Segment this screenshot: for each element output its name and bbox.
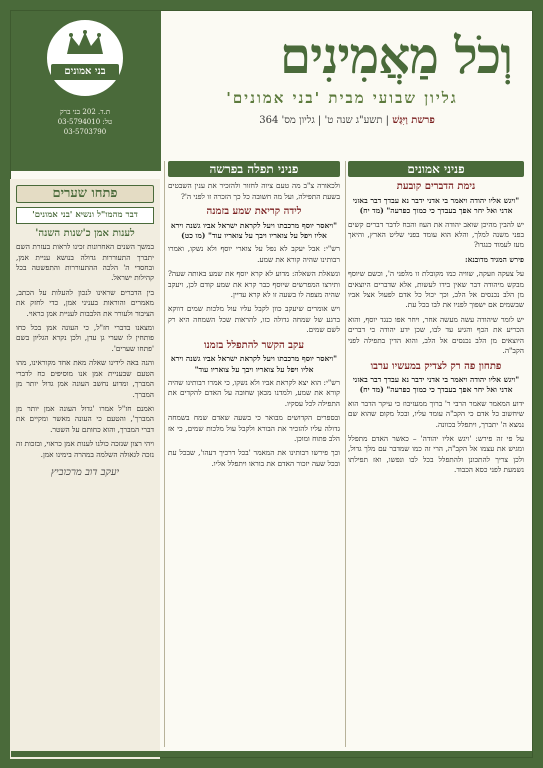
paragraph: רש"י: אבל יעקב לא נפל על צוארי יוסף ולא נשקו, ואמרו רבותינו שהיה קורא את שמע. <box>168 244 340 264</box>
article-title: עקב הקשר להתפלל בזמנו <box>203 339 305 351</box>
crown-icon <box>65 30 105 56</box>
issue-info: פרשת וַיִּגַּשׁ | תשע"ג שנה ט' | גליון מס' 364 <box>259 115 435 126</box>
paragraph: במשך השנים האחרונות זכינו לראות בעזרת השם יתברך התעוררות גדולה בנושא עניית אמן, ובחסדי ה' הלכה ההתעוררות והתפשטה בכל קהילות ישראל. <box>16 242 154 283</box>
paragraph: ואמנם חז"ל אמרו 'גדול העונה אמן יותר מן המברך', והטעם כי העונה מאשר ומקיים את דברי המברך, והוא כחותם על השטר. <box>16 403 154 434</box>
paragraph: והנה באה לידינו שאלה מאת אחד מקוראינו, מהו הטעם שבעניית אמן אנו מוסיפים כח לדברי המברך, ומדוע נחשב העונה אמן גדול יותר מן המברך. <box>16 358 154 399</box>
column-divider <box>345 161 346 747</box>
logo-name: בני אמונים <box>51 64 119 80</box>
byline: דבר מהמו"ל ונשיא 'בני אמונים' <box>16 207 154 223</box>
paragraph: על צעקה וזעקה, שוויה כמו מקובלת זו מלפני ה', וכשם שיוסף מבקש מיהודה דבר שאין בידו לעשות, אלא שדברים היוצאים מן הלב נכנסים אל הלב, וכך יכול כל אדם לפעול אצל אביו שבשמים אם ישפוך לפניו את לבו בכל עת. <box>348 269 524 310</box>
masthead-title: וְכֹל מַאֲמִינִים <box>279 26 512 85</box>
article-title: לענות אמן כ'שנות השנה' <box>35 227 135 239</box>
organization-logo <box>44 17 126 99</box>
article-title: לידה קריאת שמע בזמנה <box>206 206 302 218</box>
author-signature: יעקב דוב מרכוביץ <box>50 466 120 478</box>
contact-line: 03-5703790 <box>63 128 107 136</box>
verse-quote: "ויאסר יוסף מרכבתו ויעל לקראת ישראל אביו גשנה וירא אליו ויפל על צואריו ויבך על צואריו עוד" (מו כט) <box>170 220 338 241</box>
issue-number: תשע"ג שנה ט' | גליון מס' 364 <box>259 115 383 126</box>
paragraph: ויש אומרים שיעקב כוון לקבל עליו עול מלכות שמים דווקא ברגע של שמחה גדולה כזו, להראות שכל השמחה היא רק לשם שמים. <box>168 304 340 335</box>
paragraph: יש להבין מהיכן שואב יהודה את העוז והכח לדבר דברים קשים בפני משנה למלך, והלא הוא עומד בפני שליט הארץ, והיאך מעז לעמוד כנגדו? <box>348 219 524 250</box>
verse-quote: "ויגש אליו יהודה ויאמר בי אדני ידבר נא עבדך דבר באזני אדני ואל יחר אפך בעבדך כי כמוך כפרעה" (מד יח) <box>352 374 520 395</box>
article-title: פתחון פה רק לצדיק במעשיו ערבו <box>370 360 502 372</box>
article-title: נימת הדברים קובעת <box>396 181 476 193</box>
parsha-name: פרשת וַיִּגַּשׁ <box>392 115 435 126</box>
masthead-tagline: גליון שבועי מבית 'בני אמונים' <box>226 89 458 107</box>
paragraph: ונשאלת השאלה: מדוע לא קרא יוסף את שמע באותה שעה? ותירצו המפרשים שיוסף כבר קרא את שמע קודם לכן, ויעקב שהיה מצפה לו בשעה זו לא קרא עדיין. <box>168 269 340 300</box>
right-column-header: פניני אמונים <box>348 161 524 177</box>
bottom-bar <box>11 751 532 757</box>
right-column <box>348 161 524 751</box>
contact-line: טל: 03-5794010 <box>57 118 113 126</box>
paragraph: רש"י: הוא יצא לקראת אביו ולא נשקו, כי אמרו רבותינו שהיה קורא את שמע, ולמדנו מכאן שחובה על האדם להקדים את התפילה לכל עסקיו. <box>168 377 340 408</box>
left-column-header: פתחו שערים <box>16 185 154 203</box>
newsletter-page <box>10 10 533 758</box>
middle-column <box>168 161 340 751</box>
paragraph: פירש המגיד מדובנא: <box>464 254 524 264</box>
paragraph: ולכאורה צ"ב מה טעם ציוה לחזור ולהזכיר את ענין השבטים בשעת התפילה, ועל מה חשובה כל כך הזכרה זו לפני ה'? <box>168 181 340 201</box>
contact-info <box>44 107 126 137</box>
paragraph: יש לומר שיהודה עשה מעשה אחר, ויחר אפו כנגד יוסף, והוא הכריע את הכף והגיע עד לבו, שכן ידע יהודה כי דברים היוצאים מן הלב נכנסים אל הלב, והוא הדין בתפילה לפני הקב"ה. <box>348 314 524 356</box>
paragraph: וכך פירשו רבותינו את המאמר 'בכל דרכיך דעהו', שבכל עת ובכל שעה יזכור האדם את בוראו ויתפלל אליו. <box>168 448 340 468</box>
left-column <box>10 179 160 759</box>
middle-column-header: פניני תפלה בפרשה <box>168 161 340 177</box>
logo-panel <box>11 11 161 171</box>
paragraph: ויהי רצון שנזכה כולנו לענות אמן כראוי, ובזכות זה נזכה לגאולה השלמה במהרה בימינו אמן. <box>16 439 154 459</box>
verse-quote: "ויאסר יוסף מרכבתו ויעל לקראת ישראל אביו גשנה וירא אליו ויפל על צואריו ויבך על צואריו עוד" <box>170 354 338 374</box>
contact-line: ת.ד. 202 בני ברק <box>59 108 111 116</box>
paragraph: ומצאנו בדברי חז"ל, כי העונה אמן בכל כחו פותחין לו שערי גן עדן, ולכן נקרא הגליון בשם 'פתחו שערים'. <box>16 323 154 353</box>
column-divider <box>164 161 165 747</box>
paragraph: ידוע המאמר שאמר הרבי ר' ברוך ממעזיבוז כי עיקר הדבר הוא שיחשוב כל אדם כי הקב"ה עומד עליו, ובכל מקום שהוא שם נמצא ה' יתברך, ויתפלל בכוונה. <box>348 398 524 429</box>
paragraph: על פי זה פירש: 'ויגש אליו יהודה' – כאשר האדם מתפלל ומגיש את עצמו אל הקב"ה, הרי זה כמו שמדבר עם מלך גדול, ולכן צריך להתכונן ולהתפלל בכל לבו ונפשו, ואז תפילתו נשמעת לפני כסא הכבוד. <box>348 433 524 475</box>
paragraph: ובספרים הקדושים מבואר כי בשעה שאדם שמח בשמחה גדולה עליו להזכיר את הבורא ולקבל עול מלכות שמים, כי אז הלב פתוח ומוכן. <box>168 413 340 443</box>
paragraph: בין הדברים שראינו לנכון להעלות על הכתב, מאמרים והוראות בעניני אמן, כדי לחזק את הציבור ולעורר את הלבבות לעניית אמן כראוי. <box>16 287 154 318</box>
masthead <box>161 11 532 153</box>
verse-quote: "ויגש אליו יהודה ויאמר בי אדני ידבר נא עבדך דבר באזני אדני ואל יחר אפך בעבדך כי כמוך כפרעה" (מד יח) <box>352 195 520 216</box>
